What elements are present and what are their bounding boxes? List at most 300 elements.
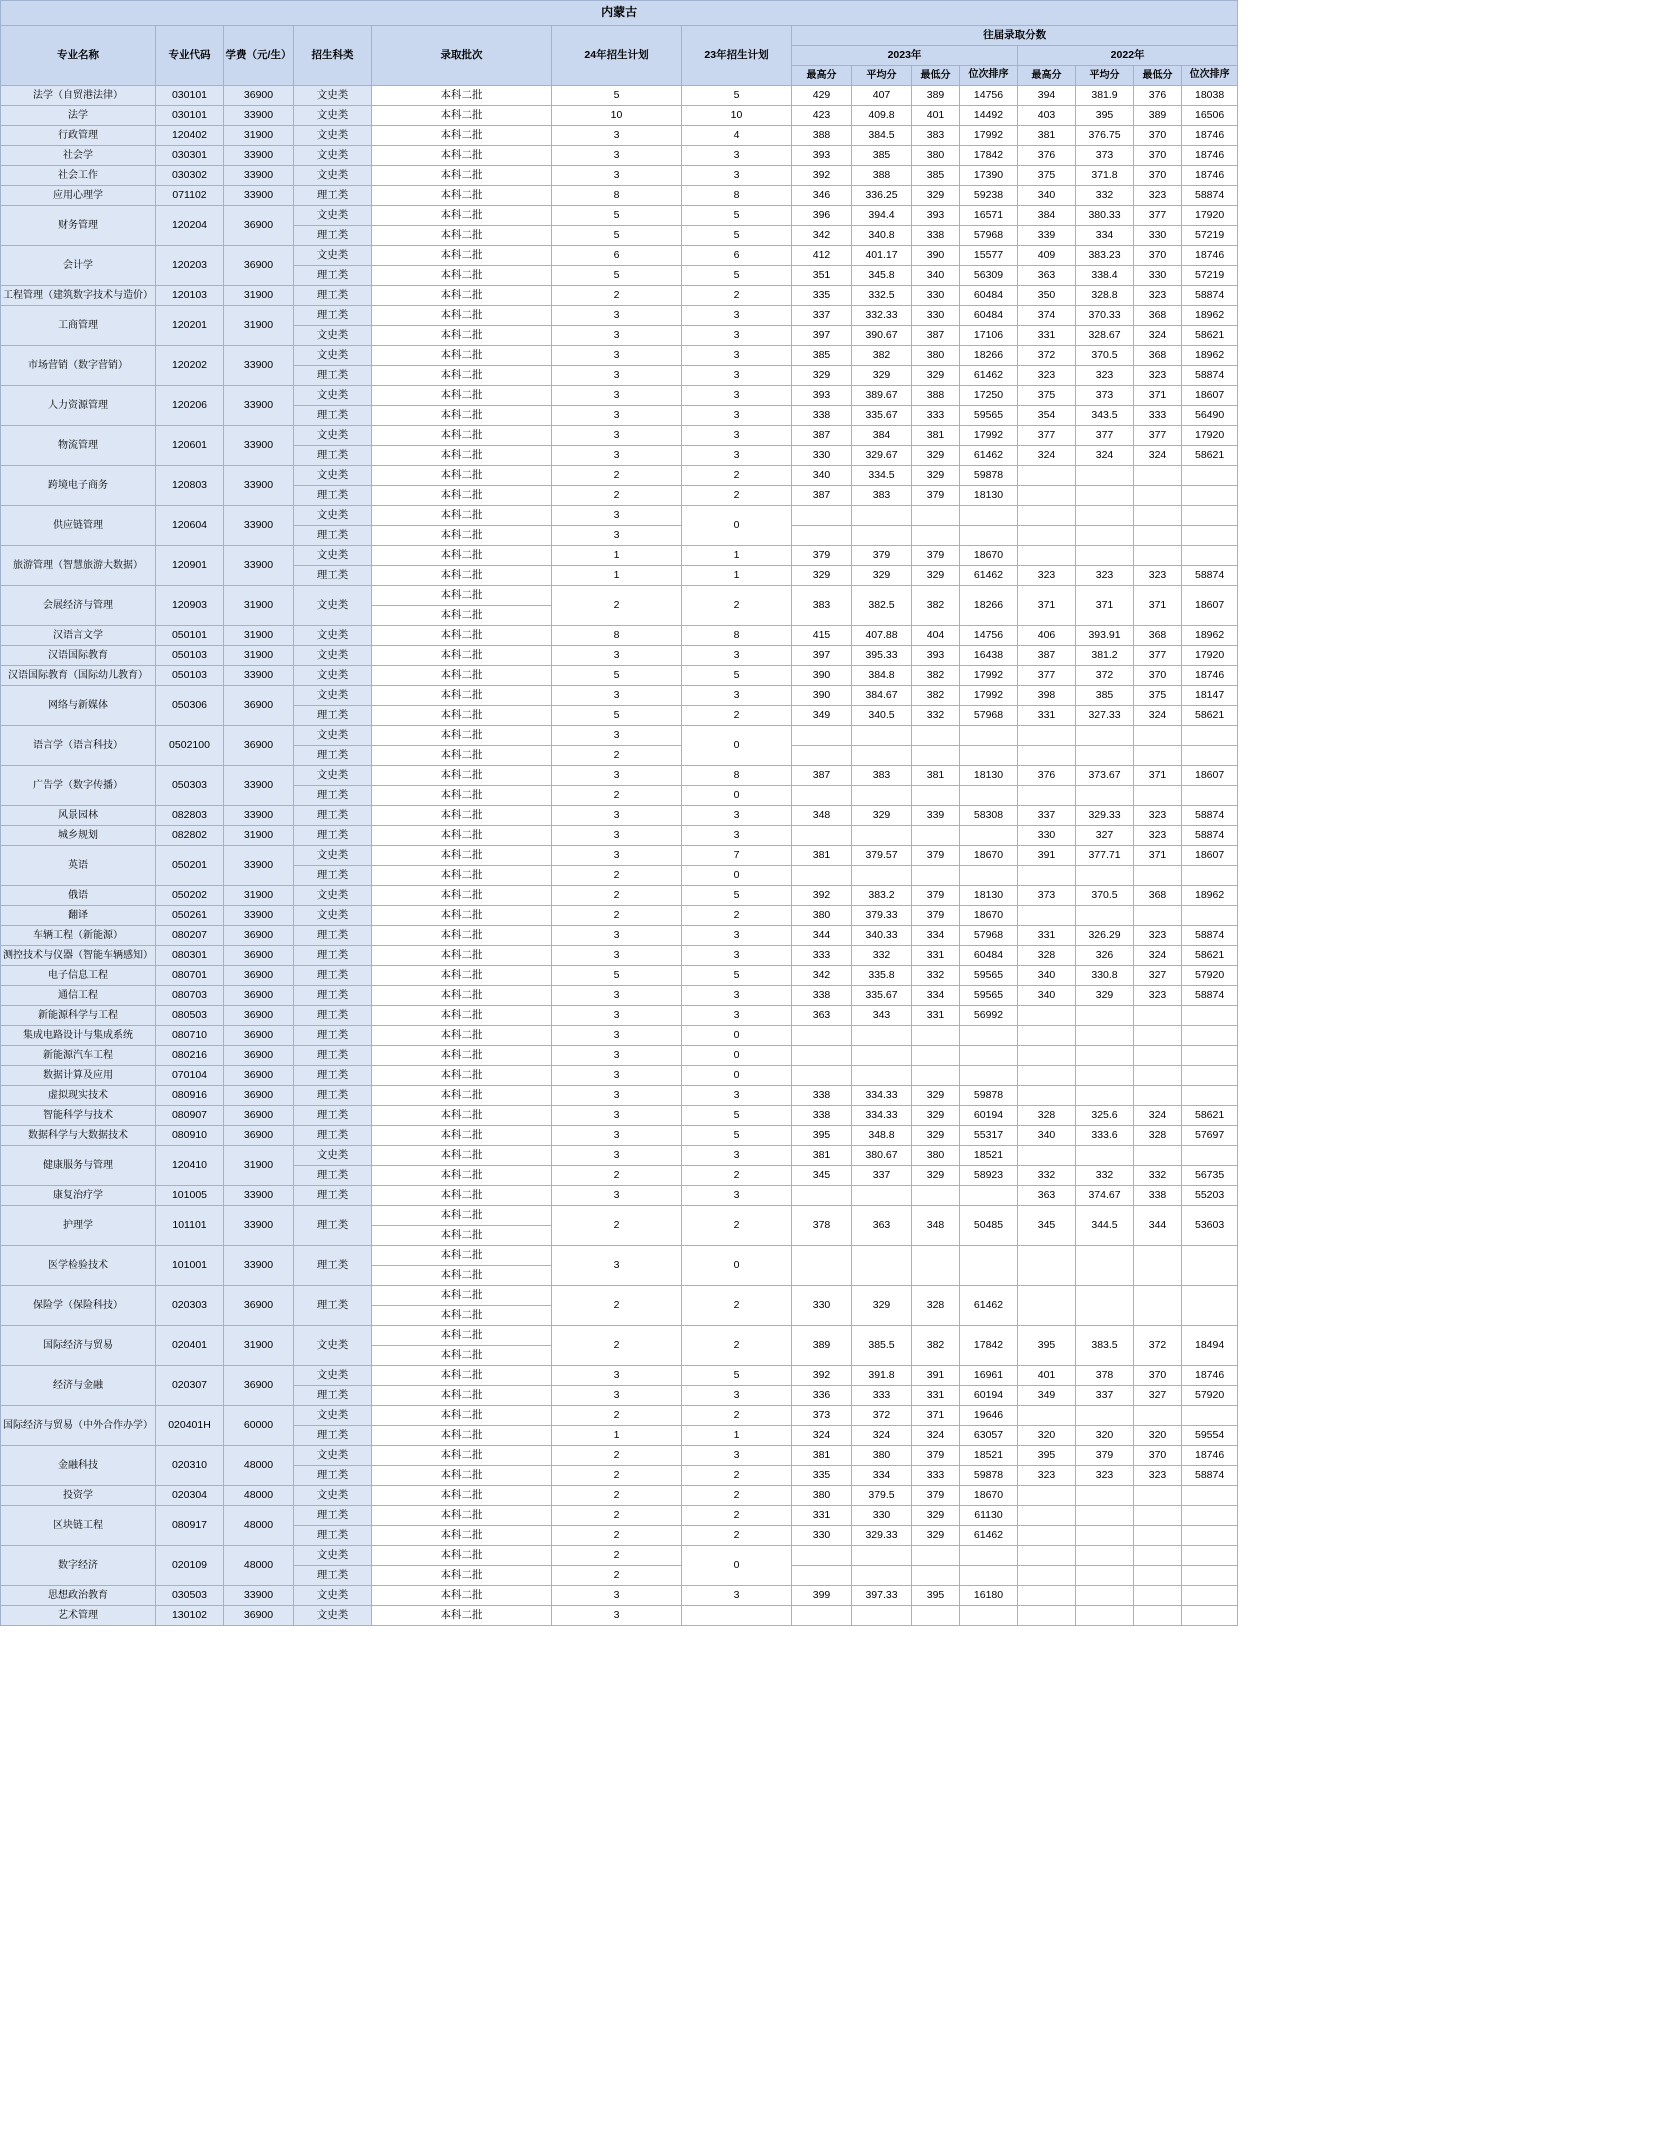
batch-cell: 本科二批 [372, 786, 552, 806]
score-2023-min: 328 [912, 1286, 960, 1326]
score-2023-min: 329 [912, 366, 960, 386]
rank-2023 [960, 726, 1018, 746]
score-2022-max: 403 [1018, 106, 1076, 126]
score-2023-min: 391 [912, 1366, 960, 1386]
score-2022-avg: 325.6 [1076, 1106, 1134, 1126]
score-2023-max: 363 [792, 1006, 852, 1026]
major-code-cell: 120601 [156, 426, 224, 466]
rank-2022: 18962 [1182, 306, 1238, 326]
batch-cell: 本科二批 [372, 886, 552, 906]
category-cell: 理工类 [294, 946, 372, 966]
major-code-cell: 082802 [156, 826, 224, 846]
rank-2023: 59878 [960, 1086, 1018, 1106]
score-2022-avg [1076, 1086, 1134, 1106]
score-2023-min: 387 [912, 326, 960, 346]
score-2022-min [1134, 506, 1182, 526]
score-2023-min: 380 [912, 1146, 960, 1166]
score-2023-avg: 379.5 [852, 1486, 912, 1506]
score-2022-avg: 373 [1076, 386, 1134, 406]
major-code-cell: 080216 [156, 1046, 224, 1066]
score-2022-min: 332 [1134, 1166, 1182, 1186]
score-2022-max [1018, 1046, 1076, 1066]
score-2022-max: 387 [1018, 646, 1076, 666]
score-2023-avg: 394.4 [852, 206, 912, 226]
rank-2022: 18147 [1182, 686, 1238, 706]
table-row [1, 246, 1238, 266]
major-code-cell: 050101 [156, 626, 224, 646]
score-2022-min: 370 [1134, 126, 1182, 146]
score-2022-max: 375 [1018, 166, 1076, 186]
plan-2023-cell: 3 [682, 926, 792, 946]
score-2022-max: 384 [1018, 206, 1076, 226]
table-row [1, 506, 1238, 526]
rank-2022: 18607 [1182, 386, 1238, 406]
rank-2022 [1182, 1086, 1238, 1106]
col-category: 招生科类 [294, 26, 372, 86]
major-name-cell: 数据计算及应用 [1, 1066, 156, 1086]
major-name-cell: 车辆工程（新能源） [1, 926, 156, 946]
category-cell: 理工类 [294, 1026, 372, 1046]
rank-2023: 18266 [960, 346, 1018, 366]
plan-2024-cell: 1 [552, 546, 682, 566]
rank-2023: 59565 [960, 986, 1018, 1006]
major-code-cell: 120410 [156, 1146, 224, 1186]
plan-2024-cell: 2 [552, 1466, 682, 1486]
score-2023-min [912, 1066, 960, 1086]
batch-cell: 本科二批 [372, 446, 552, 466]
score-2023-avg [852, 1246, 912, 1286]
plan-2023-cell: 2 [682, 286, 792, 306]
score-2023-min: 331 [912, 1006, 960, 1026]
fee-cell: 33900 [224, 1246, 294, 1286]
batch-cell: 本科二批 [372, 906, 552, 926]
plan-2024-cell: 2 [552, 1546, 682, 1566]
plan-2023-cell: 2 [682, 1286, 792, 1326]
score-2022-max [1018, 746, 1076, 766]
category-cell: 理工类 [294, 1126, 372, 1146]
score-2022-max: 337 [1018, 806, 1076, 826]
batch-cell: 本科二批 [372, 206, 552, 226]
category-cell: 文史类 [294, 1586, 372, 1606]
col-2022-avg: 平均分 [1076, 66, 1134, 86]
score-2023-min: 393 [912, 646, 960, 666]
score-2022-avg [1076, 1046, 1134, 1066]
plan-2024-cell: 2 [552, 1406, 682, 1426]
plan-2023-cell: 0 [682, 866, 792, 886]
table-row [1, 1486, 1238, 1506]
plan-2024-cell: 3 [552, 726, 682, 746]
rank-2023 [960, 1026, 1018, 1046]
rank-2023: 60484 [960, 946, 1018, 966]
score-2023-max: 330 [792, 1526, 852, 1546]
score-2022-min: 328 [1134, 1126, 1182, 1146]
score-2023-min: 395 [912, 1586, 960, 1606]
score-2023-avg: 391.8 [852, 1366, 912, 1386]
rank-2023: 59878 [960, 1466, 1018, 1486]
major-name-cell: 俄语 [1, 886, 156, 906]
fee-cell: 36900 [224, 1026, 294, 1046]
score-2022-avg [1076, 506, 1134, 526]
rank-2022: 18746 [1182, 1446, 1238, 1466]
batch-cell: 本科二批 [372, 546, 552, 566]
score-2023-avg: 329 [852, 566, 912, 586]
category-cell: 文史类 [294, 1406, 372, 1426]
fee-cell: 33900 [224, 1186, 294, 1206]
category-cell: 文史类 [294, 166, 372, 186]
score-2022-max [1018, 1566, 1076, 1586]
score-2022-max: 363 [1018, 266, 1076, 286]
category-cell: 理工类 [294, 926, 372, 946]
score-2023-max [792, 1566, 852, 1586]
category-cell: 理工类 [294, 1166, 372, 1186]
score-2023-max: 337 [792, 306, 852, 326]
score-2023-avg: 340.33 [852, 926, 912, 946]
plan-2024-cell: 3 [552, 946, 682, 966]
score-2023-min: 334 [912, 986, 960, 1006]
col-group-history: 往届录取分数 [792, 26, 1238, 46]
rank-2022: 18607 [1182, 586, 1238, 626]
score-2023-min: 382 [912, 1326, 960, 1366]
rank-2022 [1182, 1246, 1238, 1286]
plan-2024-cell: 2 [552, 786, 682, 806]
table-row [1, 166, 1238, 186]
score-2023-max: 381 [792, 846, 852, 866]
category-cell: 文史类 [294, 586, 372, 626]
fee-cell: 31900 [224, 586, 294, 626]
rank-2023 [960, 1606, 1018, 1626]
rank-2023 [960, 786, 1018, 806]
score-2023-min [912, 726, 960, 746]
plan-2023-cell: 3 [682, 806, 792, 826]
rank-2023: 60484 [960, 286, 1018, 306]
score-2022-avg: 327 [1076, 826, 1134, 846]
plan-2023-cell: 2 [682, 1506, 792, 1526]
score-2022-max [1018, 1066, 1076, 1086]
plan-2024-cell: 3 [552, 826, 682, 846]
score-2022-min [1134, 1546, 1182, 1566]
batch-cell: 本科二批 [372, 166, 552, 186]
major-code-cell: 020109 [156, 1546, 224, 1586]
rank-2022: 18607 [1182, 846, 1238, 866]
score-2022-min [1134, 1506, 1182, 1526]
fee-cell: 31900 [224, 1326, 294, 1366]
rank-2022: 58621 [1182, 326, 1238, 346]
score-2023-min: 334 [912, 926, 960, 946]
score-2023-max: 429 [792, 86, 852, 106]
plan-2024-cell: 2 [552, 1166, 682, 1186]
rank-2023: 18670 [960, 1486, 1018, 1506]
major-code-cell: 020304 [156, 1486, 224, 1506]
rank-2023: 57968 [960, 226, 1018, 246]
score-2023-avg: 336.25 [852, 186, 912, 206]
score-2022-avg: 329.33 [1076, 806, 1134, 826]
rank-2022: 18607 [1182, 766, 1238, 786]
rank-2023: 56992 [960, 1006, 1018, 1026]
category-cell: 文史类 [294, 846, 372, 866]
score-2022-avg [1076, 1146, 1134, 1166]
plan-2023-cell: 5 [682, 206, 792, 226]
score-2022-avg [1076, 1006, 1134, 1026]
major-code-cell: 120604 [156, 506, 224, 546]
score-2023-min: 324 [912, 1426, 960, 1446]
score-2023-min: 329 [912, 446, 960, 466]
major-code-cell: 130102 [156, 1606, 224, 1626]
rank-2023: 18266 [960, 586, 1018, 626]
plan-2024-cell: 6 [552, 246, 682, 266]
score-2022-max: 372 [1018, 346, 1076, 366]
score-2022-max [1018, 1246, 1076, 1286]
rank-2022 [1182, 746, 1238, 766]
score-2023-max [792, 786, 852, 806]
score-2023-min: 390 [912, 246, 960, 266]
rank-2022 [1182, 1066, 1238, 1086]
score-2023-max: 349 [792, 706, 852, 726]
category-cell: 文史类 [294, 686, 372, 706]
score-2022-avg [1076, 906, 1134, 926]
fee-cell: 31900 [224, 1146, 294, 1186]
score-2022-min: 371 [1134, 846, 1182, 866]
score-2022-min [1134, 526, 1182, 546]
major-code-cell: 120206 [156, 386, 224, 426]
score-2023-max [792, 1026, 852, 1046]
score-2022-max: 350 [1018, 286, 1076, 306]
plan-2024-cell: 5 [552, 226, 682, 246]
score-2023-min [912, 526, 960, 546]
score-2023-avg: 372 [852, 1406, 912, 1426]
fee-cell: 48000 [224, 1486, 294, 1506]
rank-2023: 16571 [960, 206, 1018, 226]
major-code-cell: 020307 [156, 1366, 224, 1406]
plan-2023-cell: 2 [682, 1466, 792, 1486]
major-name-cell: 虚拟现实技术 [1, 1086, 156, 1106]
batch-cell: 本科二批 [372, 1486, 552, 1506]
score-2022-avg [1076, 786, 1134, 806]
batch-cell: 本科二批 [372, 1506, 552, 1526]
score-2022-min: 323 [1134, 566, 1182, 586]
plan-2023-cell: 3 [682, 166, 792, 186]
score-2023-max [792, 526, 852, 546]
plan-2024-cell: 3 [552, 1026, 682, 1046]
category-cell: 理工类 [294, 366, 372, 386]
score-2022-min: 333 [1134, 406, 1182, 426]
rank-2022 [1182, 1566, 1238, 1586]
category-cell: 理工类 [294, 406, 372, 426]
score-2022-max: 395 [1018, 1446, 1076, 1466]
score-2022-avg: 332 [1076, 1166, 1134, 1186]
plan-2024-cell: 5 [552, 266, 682, 286]
score-2023-max: 387 [792, 426, 852, 446]
score-2023-max: 342 [792, 966, 852, 986]
rank-2022: 58874 [1182, 986, 1238, 1006]
major-name-cell: 国际经济与贸易（中外合作办学） [1, 1406, 156, 1446]
major-code-cell: 080917 [156, 1506, 224, 1546]
category-cell: 理工类 [294, 986, 372, 1006]
category-cell: 理工类 [294, 566, 372, 586]
score-2022-max [1018, 866, 1076, 886]
major-code-cell: 050103 [156, 666, 224, 686]
score-2023-max: 378 [792, 1206, 852, 1246]
fee-cell: 36900 [224, 1286, 294, 1326]
score-2022-min: 370 [1134, 1366, 1182, 1386]
score-2022-max: 401 [1018, 1366, 1076, 1386]
major-code-cell: 120903 [156, 586, 224, 626]
major-name-cell: 法学（自贸港法律） [1, 86, 156, 106]
rank-2022 [1182, 506, 1238, 526]
score-2023-max: 392 [792, 886, 852, 906]
category-cell: 理工类 [294, 1466, 372, 1486]
col-fee: 学费（元/生） [224, 26, 294, 86]
score-2022-avg: 323 [1076, 566, 1134, 586]
score-2023-max: 387 [792, 766, 852, 786]
plan-2023-cell: 5 [682, 886, 792, 906]
rank-2022: 56490 [1182, 406, 1238, 426]
plan-2024-cell: 3 [552, 506, 682, 526]
score-2022-max [1018, 1146, 1076, 1166]
score-2022-max: 377 [1018, 666, 1076, 686]
rank-2022: 16506 [1182, 106, 1238, 126]
plan-2024-cell: 3 [552, 806, 682, 826]
rank-2023: 60484 [960, 306, 1018, 326]
table-row [1, 626, 1238, 646]
score-2022-min: 371 [1134, 766, 1182, 786]
major-name-cell: 医学检验技术 [1, 1246, 156, 1286]
batch-cell: 本科二批 [372, 1546, 552, 1566]
plan-2023-cell: 3 [682, 146, 792, 166]
category-cell: 文史类 [294, 206, 372, 226]
score-2023-min: 329 [912, 1126, 960, 1146]
rank-2023: 59878 [960, 466, 1018, 486]
major-code-cell: 020310 [156, 1446, 224, 1486]
batch-cell: 本科二批 [372, 866, 552, 886]
table-row [1, 826, 1238, 846]
score-2022-avg: 337 [1076, 1386, 1134, 1406]
fee-cell: 33900 [224, 346, 294, 386]
score-2022-min [1134, 1486, 1182, 1506]
score-2023-min: 340 [912, 266, 960, 286]
score-2022-avg: 320 [1076, 1426, 1134, 1446]
major-code-cell: 050306 [156, 686, 224, 726]
major-code-cell: 020401 [156, 1326, 224, 1366]
fee-cell: 48000 [224, 1546, 294, 1586]
rank-2023: 60194 [960, 1386, 1018, 1406]
batch-cell: 本科二批 [372, 426, 552, 446]
score-2022-avg: 332 [1076, 186, 1134, 206]
batch-cell: 本科二批 [372, 646, 552, 666]
score-2022-avg: 344.5 [1076, 1206, 1134, 1246]
score-2022-max: 373 [1018, 886, 1076, 906]
major-code-cell: 020401H [156, 1406, 224, 1446]
plan-2023-cell: 3 [682, 986, 792, 1006]
plan-2024-cell: 3 [552, 1126, 682, 1146]
score-2022-max: 339 [1018, 226, 1076, 246]
category-cell: 理工类 [294, 1526, 372, 1546]
batch-cell: 本科二批 [372, 106, 552, 126]
major-code-cell: 080916 [156, 1086, 224, 1106]
table-row [1, 1506, 1238, 1526]
fee-cell: 36900 [224, 1106, 294, 1126]
rank-2023: 16438 [960, 646, 1018, 666]
major-code-cell: 030101 [156, 106, 224, 126]
batch-cell: 本科二批 [372, 1226, 552, 1246]
score-2022-max: 409 [1018, 246, 1076, 266]
sheet-title: 内蒙古 [1, 1, 1238, 26]
table-row [1, 1066, 1238, 1086]
score-2023-avg: 340.5 [852, 706, 912, 726]
score-2022-min [1134, 1586, 1182, 1606]
major-code-cell: 0502100 [156, 726, 224, 766]
score-2023-avg [852, 866, 912, 886]
score-2022-avg [1076, 1546, 1134, 1566]
rank-2022 [1182, 1586, 1238, 1606]
major-name-cell: 护理学 [1, 1206, 156, 1246]
score-2022-min [1134, 1606, 1182, 1626]
col-major-code: 专业代码 [156, 26, 224, 86]
score-2022-max: 331 [1018, 706, 1076, 726]
rank-2022: 17920 [1182, 646, 1238, 666]
plan-2024-cell: 5 [552, 86, 682, 106]
score-2023-min: 383 [912, 126, 960, 146]
col-group-2022: 2022年 [1018, 46, 1238, 66]
rank-2023: 16961 [960, 1366, 1018, 1386]
plan-2023-cell: 3 [682, 686, 792, 706]
table-row [1, 1046, 1238, 1066]
score-2023-avg: 330 [852, 1506, 912, 1526]
major-name-cell: 思想政治教育 [1, 1586, 156, 1606]
plan-2023-cell: 0 [682, 1066, 792, 1086]
plan-2024-cell: 3 [552, 986, 682, 1006]
rank-2023: 18670 [960, 906, 1018, 926]
table-row [1, 286, 1238, 306]
plan-2023-cell: 0 [682, 506, 792, 546]
batch-cell: 本科二批 [372, 726, 552, 746]
batch-cell: 本科二批 [372, 1206, 552, 1226]
major-name-cell: 会计学 [1, 246, 156, 286]
score-2023-min [912, 1566, 960, 1586]
score-2023-avg: 383 [852, 766, 912, 786]
rank-2023: 17992 [960, 686, 1018, 706]
score-2023-max: 412 [792, 246, 852, 266]
major-name-cell: 城乡规划 [1, 826, 156, 846]
table-row [1, 1326, 1238, 1346]
score-2023-min [912, 866, 960, 886]
score-2023-avg: 379.57 [852, 846, 912, 866]
batch-cell: 本科二批 [372, 586, 552, 606]
fee-cell: 36900 [224, 1366, 294, 1406]
rank-2023: 61462 [960, 566, 1018, 586]
score-2022-avg: 326 [1076, 946, 1134, 966]
rank-2022 [1182, 1146, 1238, 1166]
rank-2023: 18130 [960, 486, 1018, 506]
score-2022-avg: 370.5 [1076, 346, 1134, 366]
plan-2024-cell: 3 [552, 406, 682, 426]
batch-cell: 本科二批 [372, 1306, 552, 1326]
table-row [1, 666, 1238, 686]
table-row [1, 946, 1238, 966]
batch-cell: 本科二批 [372, 1126, 552, 1146]
score-2022-avg [1076, 1566, 1134, 1586]
category-cell: 文史类 [294, 1446, 372, 1466]
rank-2022 [1182, 1506, 1238, 1526]
major-name-cell: 市场营销（数字营销） [1, 346, 156, 386]
major-name-cell: 智能科学与技术 [1, 1106, 156, 1126]
plan-2023-cell: 2 [682, 486, 792, 506]
score-2022-min: 323 [1134, 186, 1182, 206]
major-code-cell: 120803 [156, 466, 224, 506]
plan-2023-cell: 3 [682, 386, 792, 406]
plan-2023-cell: 2 [682, 1526, 792, 1546]
plan-2024-cell: 3 [552, 846, 682, 866]
score-2022-min: 370 [1134, 1446, 1182, 1466]
